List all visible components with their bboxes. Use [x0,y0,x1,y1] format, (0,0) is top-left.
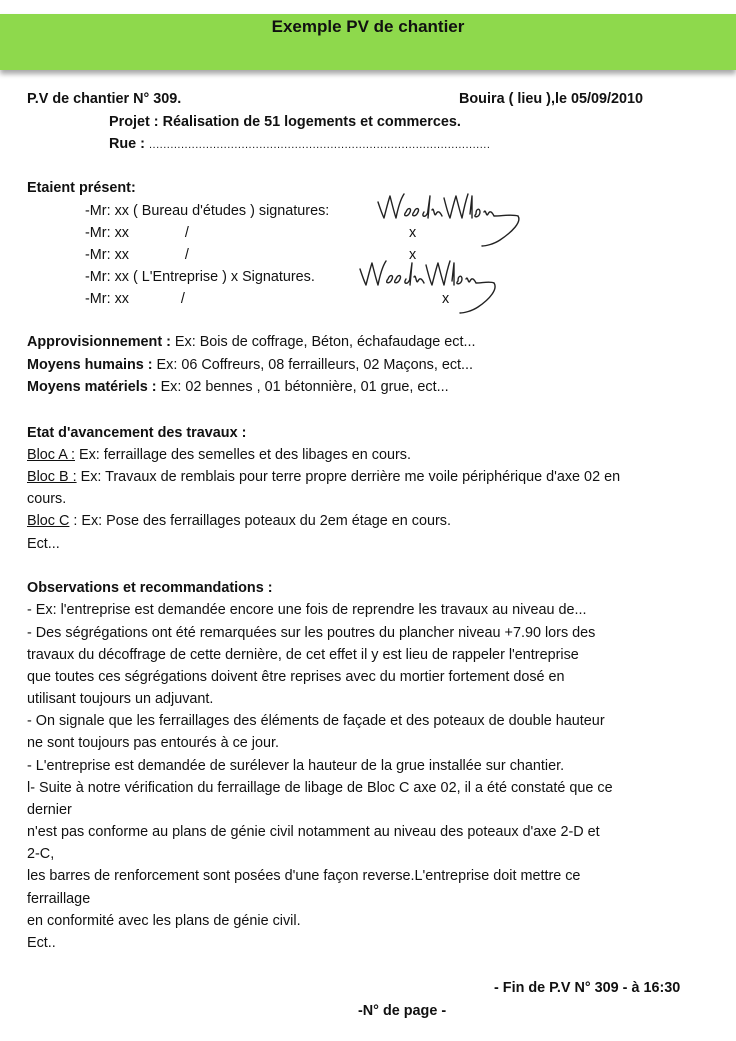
rue-line [109,137,490,151]
observation-line: que toutes ces ségrégations doivent être reprises avec du mortier fortement dosé en [27,669,565,685]
pv-number: P.V de chantier N° 309. [27,91,182,107]
observation-line: Ect.. [27,935,56,951]
appro-text: Ex: Bois de coffrage, Béton, échafaudage ect... [170,334,476,350]
observations-title: Observations et recommandations : [27,580,273,596]
present-row-2-mark: x [409,225,417,241]
bloc-b-line-2: cours. [27,491,67,507]
appro-line [27,335,475,349]
materiels-text: Ex: 02 bennes , 01 bétonnière, 01 grue, ect... [156,379,449,395]
observation-line: dernier [27,802,72,818]
humains-label: Moyens humains : [27,357,153,373]
present-row-3: -Mr: xx / [85,247,189,263]
rue-dots: ................................................................................................ [148,139,491,151]
avancement-ect: Ect... [27,536,60,552]
observation-line: utilisant toujours un adjuvant. [27,691,214,707]
appro-label: Approvisionnement : [27,334,171,350]
observation-line: ferraillage [27,891,91,907]
present-row-5: -Mr: xx / [85,291,185,307]
avancement-title: Etat d'avancement des travaux : [27,425,247,441]
present-row-2: -Mr: xx / [85,225,189,241]
humains-line [27,358,473,372]
present-row-1: -Mr: xx ( Bureau d'études ) signatures: [85,203,330,219]
bloc-a-line [27,448,411,462]
materiels-line [27,380,449,394]
presents-title: Etaient présent: [27,180,136,196]
observation-line: - L'entreprise est demandée de surélever la hauteur de la grue installée sur chantier. [27,758,565,774]
observation-line: - Ex: l'entreprise est demandée encore une fois de reprendre les travaux au niveau de... [27,602,587,618]
observation-line: les barres de renforcement sont posées d'une façon reverse.L'entreprise doit mettre ce [27,868,581,884]
observation-line: 2-C, [27,846,55,862]
present-row-4: -Mr: xx ( L'Entreprise ) x Signatures. [85,269,315,285]
observation-line: en conformité avec les plans de génie civil. [27,913,301,929]
present-row-3-mark: x [409,247,417,263]
observation-line: n'est pas conforme au plans de génie civil notamment au niveau des poteaux d'axe 2-D et [27,824,600,840]
rue-label: Rue : [109,136,145,152]
materiels-label: Moyens matériels : [27,379,157,395]
projet-line: Projet : Réalisation de 51 logements et commerces. [109,114,461,130]
bloc-c-label: Bloc C [27,513,70,529]
signature-entreprise [354,255,504,315]
observation-line: l- Suite à notre vérification du ferraillage de libage de Bloc C axe 02, il a été constaté que ce [27,780,613,796]
present-row-5-mark: x [442,291,450,307]
bloc-c-text: : Ex: Pose des ferraillages poteaux du 2em étage en cours. [69,513,451,529]
humains-text: Ex: 06 Coffreurs, 08 ferrailleurs, 02 Maçons, ect... [152,357,474,373]
bloc-b-line [27,470,620,484]
observation-line: travaux du décoffrage de cette dernière, de cet effet il y est lieu de rappeler l'entreprise [27,647,579,663]
place-date: Bouira ( lieu ),le 05/09/2010 [459,91,643,107]
bloc-b-text: Ex: Travaux de remblais pour terre propre derrière me voile périphérique d'axe 02 en [76,469,621,485]
observation-line: - Des ségrégations ont été remarquées sur les poutres du plancher niveau +7.90 lors des [27,625,596,641]
bloc-b-label: Bloc B : [27,469,77,485]
page-title: Exemple PV de chantier [271,17,465,36]
page-number: -N° de page - [358,1003,447,1019]
observation-line: - On signale que les ferraillages des éléments de façade et des poteaux de double hauteur [27,713,605,729]
bloc-c-line [27,514,451,528]
bloc-a-text: Ex: ferraillage des semelles et des libages en cours. [75,447,411,463]
bloc-a-label: Bloc A : [27,447,75,463]
observation-line: ne sont toujours pas entourés à ce jour. [27,735,279,751]
end-of-pv: - Fin de P.V N° 309 - à 16:30 [494,980,681,996]
signature-bureau-etudes [372,188,527,250]
